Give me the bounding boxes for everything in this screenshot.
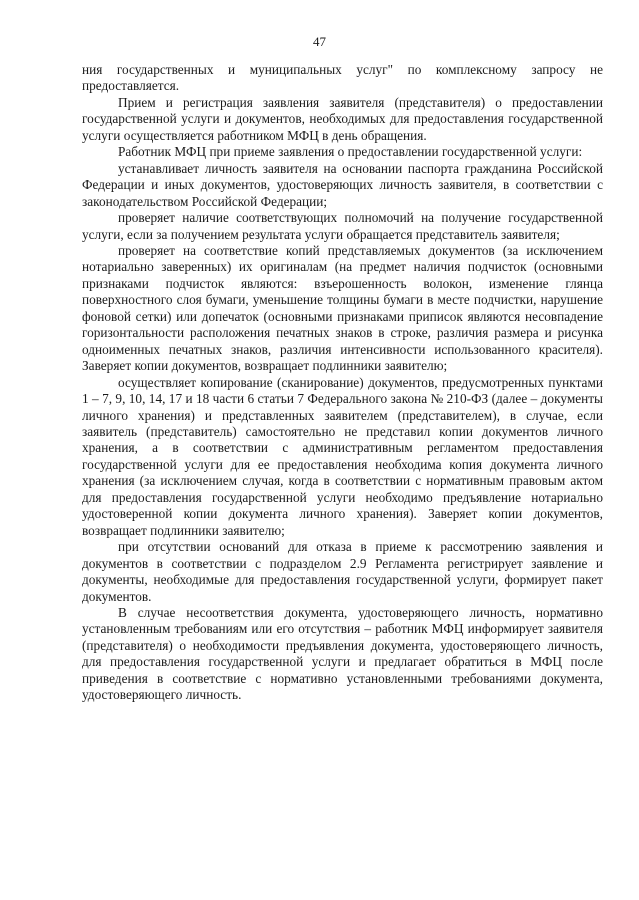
paragraph-identity-mismatch: В случае несоответствия документа, удостоверяющего личность, нормативно установленным требованиям или его отсутствия – работник МФЦ информирует заявителя (представителя) о необходимости предъявления документа, удостоверяющего личность, для предоставления государственной услуги и предлагает обратиться в МФЦ после приведения в соответствие с нормативно установленными требованиями документа, удостоверяющего личность.: [82, 604, 603, 703]
page-number: 47: [313, 34, 326, 49]
paragraph-worker-duties: Работник МФЦ при приеме заявления о предоставлении государственной услуги:: [118, 144, 583, 160]
paragraph-copy-verification: проверяет на соответствие копий представляемых документов (за исключением нотариально заверенных) их оригиналам (на предмет наличия подчисток (основными признаками подчисток являются: взъерошенность волокон, изменение глянца поверхностного слоя бумаги, уменьшение толщины бумаги в месте подчистки, нарушение фоновой сетки) или допечаток (основными признаками приписок являются несовпадение горизонтальности расположения печатных знаков в строке, различия размера и рисунка одноименных печатных знаков, различия интенсивности использованного красителя). Заверяет копии документов, возвращает подлинники заявителю;: [82, 242, 603, 374]
paragraph-identity-check: устанавливает личность заявителя на основании паспорта гражданина Российской Федерации и иных документов, удостоверяющих личность заявителя, в соответствии с законодательством Российской Федерации;: [82, 160, 603, 209]
paragraph-registration: Прием и регистрация заявления заявителя (представителя) о предоставлении государственной услуги и документов, необходимых для предоставления государственной услуги осуществляется работником МФЦ в день обращения.: [82, 94, 603, 143]
paragraph-scanning: осуществляет копирование (сканирование) документов, предусмотренных пунктами 1 – 7, 9, 10, 14, 17 и 18 части 6 статьи 7 Федерального закона № 210-ФЗ (далее – документы личного хранения) и представленных заявителем (представителем), в случае, если заявитель (представитель) самостоятельно не представил копии документов личного хранения, а в соответствии с административным регламентом предоставления государственной услуги для ее предоставления необходима копия документа личного хранения (за исключением случая, когда в соответствии с нормативным правовым актом для предоставления государственной услуги необходимо предъявление нотариально удостоверенной копии документа личного хранения). Заверяет копии документов, возвращает подлинники заявителю;: [82, 374, 603, 538]
paragraph-registration-package: при отсутствии оснований для отказа в приеме к рассмотрению заявления и документов в соответствии с подразделом 2.9 Регламента регистрирует заявление и документы, необходимые для предоставления государственной услуги, формирует пакет документов.: [82, 539, 603, 604]
paragraph-authority-check: проверяет наличие соответствующих полномочий на получение государственной услуги, если за получением результата услуги обращается представитель заявителя;: [82, 210, 603, 242]
paragraph-continuation: ния государственных и муниципальных услуг" по комплексному запросу не предоставляется.: [82, 62, 603, 94]
document-body: [82, 62, 603, 704]
